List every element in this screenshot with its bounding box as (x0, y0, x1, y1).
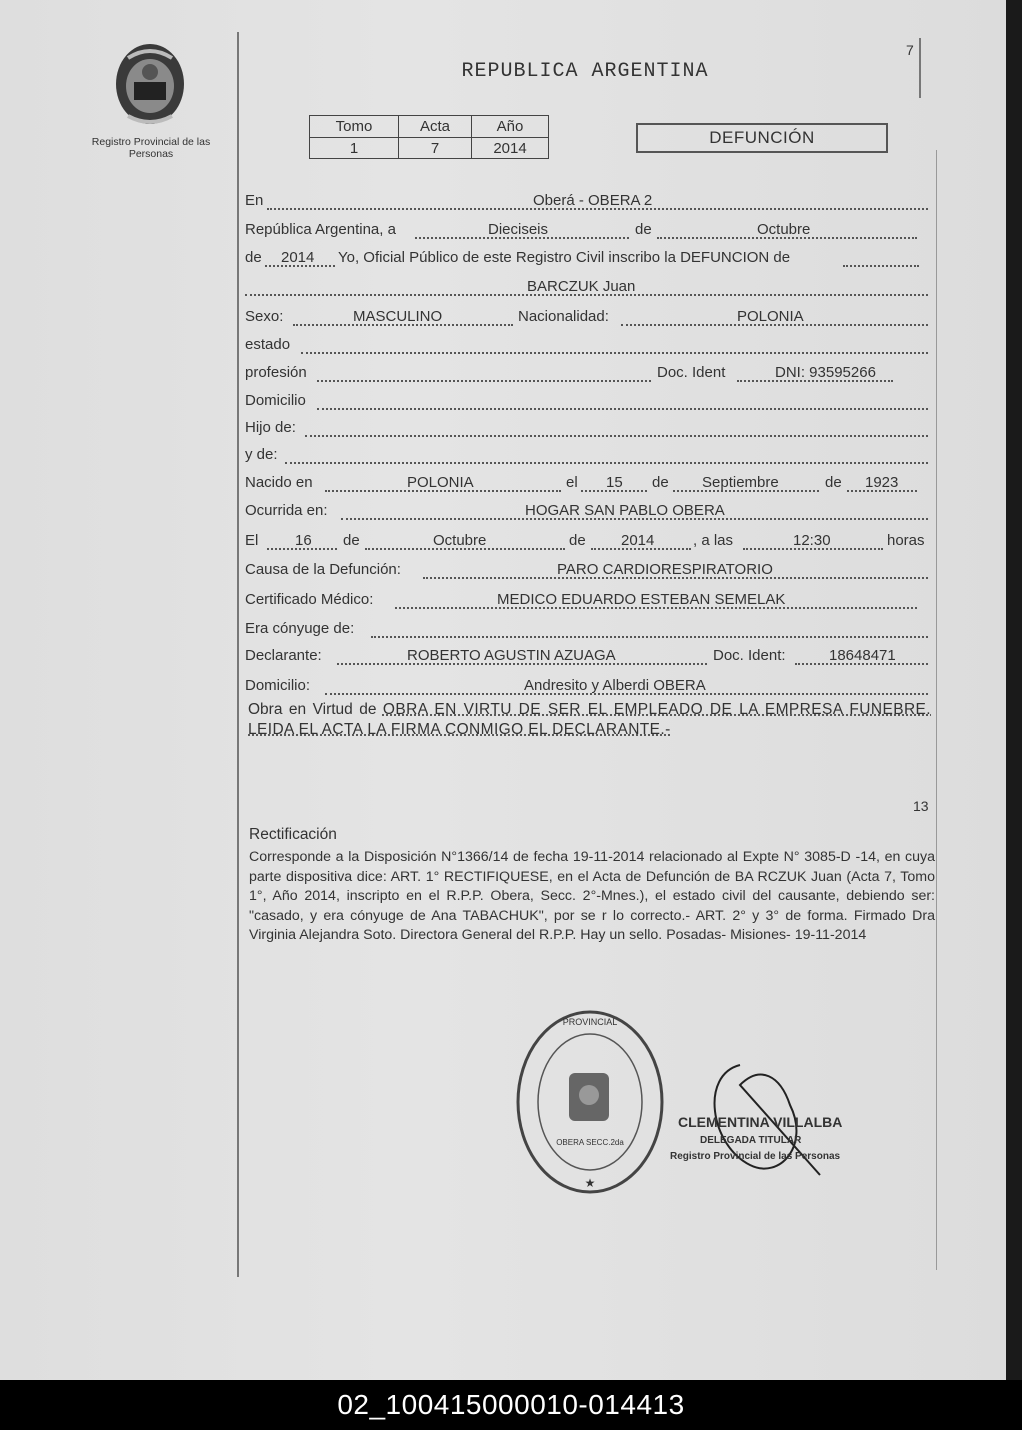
dia-value: Dieciseis (488, 221, 549, 238)
domicilio-label: Domicilio (245, 392, 306, 409)
obra-label: Obra en Virtud de (248, 701, 377, 718)
mes-value: Octubre (757, 221, 811, 238)
row-estado (245, 332, 928, 356)
causa-label: Causa de la Defunción: (245, 561, 401, 578)
margin-line-top-right (919, 38, 921, 98)
registro-label: Registro Provincial de las Personas (91, 136, 211, 160)
nac-value: POLONIA (737, 308, 804, 325)
acta-value: 7 (399, 138, 472, 159)
svg-text:OBERA SECC.2da: OBERA SECC.2da (556, 1138, 624, 1147)
row-fecha (245, 217, 928, 241)
dom2-label: Domicilio: (245, 677, 311, 694)
svg-text:Registro Provincial de las Per: Registro Provincial de las Personas (670, 1151, 841, 1162)
obra-en-virtud (248, 700, 931, 740)
sexo-label: Sexo: (245, 308, 284, 325)
row-profesion (245, 360, 928, 384)
cert-value: MEDICO EDUARDO ESTEBAN SEMELAK (497, 591, 786, 608)
row-yde (245, 442, 928, 466)
row-fecha-def (245, 528, 928, 552)
estado-label: estado (245, 336, 291, 353)
signature-stamp (670, 1055, 880, 1185)
scan-edge (1006, 0, 1022, 1380)
alas-label: , a las (693, 532, 734, 549)
row-declarante (245, 643, 928, 667)
rectif-body: Corresponde a la Disposición N°1366/14 de fecha 19-11-2014 relacionado al Expte N° 3085-D -14, en cuya parte dispositiva dice: ART. 1° RECTIFIQUESE, en el Acta de Defunción de BA RCZUK Juan (Acta 7, Tomo 1°, Año 2014, inscripto en el R.P.P. Obera, Secc. 2°-Mnes.), el estado civil del causante, debiendo ser: "casado, y era cónyuge de Ana TABACHUK", por se r lo correcto.- ART. 2° y 3° de forma. Firmado Dra Virginia Alejandra Soto. Directora General del R.P.P. Hay un sello. Posadas- Misiones- 19-11-2014 (249, 849, 935, 943)
svg-text:DELEGADA TITULAR: DELEGADA TITULAR (700, 1135, 802, 1146)
decl-value: ROBERTO AGUSTIN AZUAGA (407, 647, 616, 664)
anio-header: Año (472, 116, 549, 138)
delegation-seal-stamp (505, 1005, 675, 1200)
horas-label: horas (887, 532, 925, 549)
obra-value: OBRA EN VIRTU DE SER EL EMPLEADO DE LA EMPRESA FUNEBRE. LEIDA EL ACTA LA FIRMA CONMIGO EL DECLARANTE.- (248, 701, 931, 738)
dom2-value: Andresito y Alberdi OBERA (524, 677, 706, 694)
causa-value: PARO CARDIORESPIRATORIO (557, 561, 773, 578)
sexo-value: MASCULINO (353, 308, 443, 325)
decl-doc-label: Doc. Ident: (713, 647, 786, 664)
page-number: 7 (906, 42, 914, 58)
tomo-value: 1 (310, 138, 399, 159)
f-hora-value: 12:30 (793, 532, 831, 549)
hijo-label: Hijo de: (245, 419, 296, 436)
row-dom2 (245, 673, 928, 697)
decl-doc-value: 18648471 (829, 647, 896, 664)
footer-code: 02_100415000010-014413 (0, 1380, 1022, 1430)
margin-line-right (936, 150, 937, 1270)
rep-label: República Argentina, a (245, 221, 396, 238)
doc-value: DNI: 93595266 (775, 364, 876, 381)
nacido-label: Nacido en (245, 474, 313, 491)
f-dia-value: 16 (295, 532, 312, 549)
svg-text:★: ★ (584, 1176, 596, 1190)
row-nacido (245, 470, 928, 494)
de3-label: de (652, 474, 669, 491)
margin-line (237, 32, 239, 1277)
row-domicilio (245, 388, 928, 412)
rectif-number: 13 (913, 798, 929, 814)
row-conyuge (245, 616, 928, 640)
de2-label: de (245, 249, 262, 266)
doc-label: Doc. Ident (657, 364, 726, 381)
decl-label: Declarante: (245, 647, 322, 664)
rectif-title: Rectificación (249, 826, 337, 843)
nombre-value: BARCZUK Juan (527, 278, 636, 295)
row-en (245, 188, 928, 212)
row-ocurrida (245, 498, 928, 522)
yo-text: Yo, Oficial Público de este Registro Civil inscribo la DEFUNCION de (338, 249, 791, 266)
nacido-value: POLONIA (407, 474, 474, 491)
de1-label: de (635, 221, 652, 238)
doc-type-box: DEFUNCIÓN (636, 123, 888, 153)
el2-label: El (245, 532, 259, 549)
de6-label: de (569, 532, 586, 549)
ocurrida-value: HOGAR SAN PABLO OBERA (525, 502, 725, 519)
nac-mes-value: Septiembre (702, 474, 779, 491)
row-cert (245, 587, 928, 611)
nac-label: Nacionalidad: (518, 308, 609, 325)
el1-label: el (566, 474, 578, 491)
conyuge-label: Era cónyuge de: (245, 620, 355, 637)
f-mes-value: Octubre (433, 532, 487, 549)
anio-value: 2014 (472, 138, 549, 159)
row-sexo (245, 304, 928, 328)
svg-text:PROVINCIAL: PROVINCIAL (562, 1017, 618, 1027)
row-nombre (245, 274, 928, 298)
tomo-acta-table (309, 115, 549, 159)
profesion-label: profesión (245, 364, 307, 381)
svg-text:CLEMENTINA VILLALBA: CLEMENTINA VILLALBA (678, 1114, 843, 1130)
yde-label: y de: (245, 446, 278, 463)
nac-anio-value: 1923 (865, 474, 899, 491)
acta-header: Acta (399, 116, 472, 138)
provincial-crest-logo (108, 38, 192, 130)
f-anio-value: 2014 (621, 532, 655, 549)
ocurrida-label: Ocurrida en: (245, 502, 328, 519)
en-value: Oberá - OBERA 2 (533, 192, 653, 209)
en-label: En (245, 192, 264, 209)
de5-label: de (343, 532, 360, 549)
row-hijo (245, 415, 928, 439)
row-causa (245, 557, 928, 581)
tomo-header: Tomo (310, 116, 399, 138)
row-anio (245, 245, 928, 269)
cert-label: Certificado Médico: (245, 591, 374, 608)
document-title: REPUBLICA ARGENTINA (461, 60, 709, 83)
de4-label: de (825, 474, 842, 491)
nac-dia-value: 15 (606, 474, 623, 491)
anio-value-form: 2014 (281, 249, 315, 266)
